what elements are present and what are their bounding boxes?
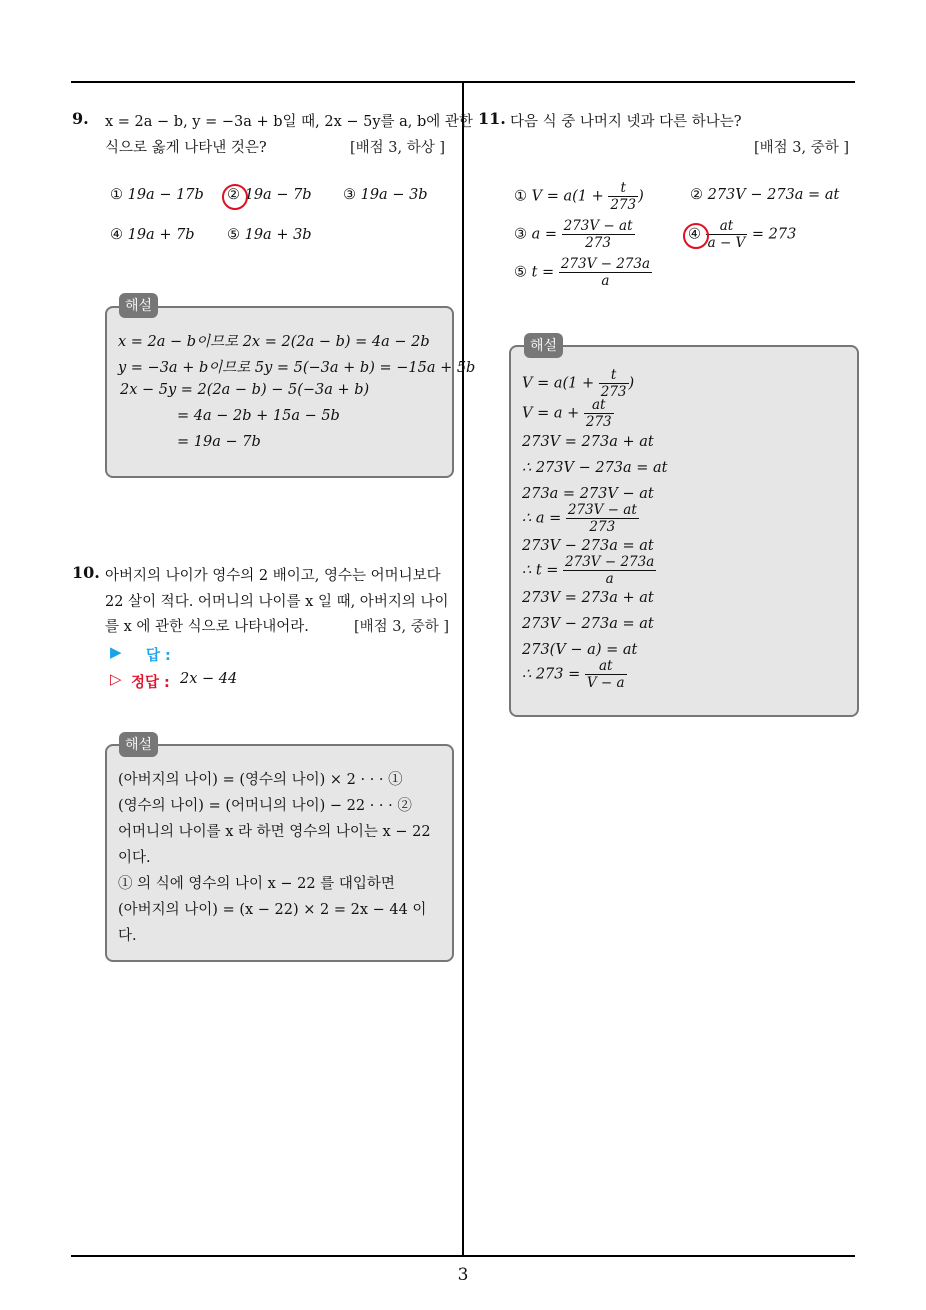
question-text-line1: 아버지의 나이가 영수의 2 배이고, 영수는 어머니보다 [105,568,441,584]
explanation-line: 273V = 273a + at [522,434,654,450]
question-text-line2: 식으로 옳게 나타낸 것은? [105,140,267,156]
choice-1[interactable]: ① V = a(1 + $\frac{t}{273}$ ) [514,180,644,213]
question-text-line1: 다음 식 중 나머지 넷과 다른 하나는? [510,114,742,130]
explanation-line: 273a = 273V − at [522,486,654,502]
score-difficulty: [배점 3, 중하 ] [354,619,450,635]
explanation-line: (영수의 나이) = (어머니의 나이) − 22 · · · ② [118,798,412,814]
choice-1[interactable]: ① 19a − 17b [110,187,204,203]
choice-3[interactable]: ③ a = $\frac{273V - at}{273}$ [514,218,633,251]
explanation-line: = 4a − 2b + 15a − 5b [177,408,340,424]
explanation-line: 273V − 273a = at [522,616,654,632]
correct-answer-label: 정답 : [131,675,170,691]
question-text-line2: 22 살이 적다. 어머니의 나이를 x 일 때, 아버지의 나이 [105,594,449,610]
explanation-line: 2x − 5y = 2(2a − b) − 5(−3a + b) [120,382,370,398]
explanation-tab: 해설 [119,732,158,757]
explanation-line: 273V − 273a = at [522,538,654,554]
selected-answer-mark [683,223,709,249]
explanation-box [105,306,476,478]
correct-marker-icon: ▷ [110,670,122,688]
answer-marker-icon: ▶ [110,643,122,661]
fraction: $\frac{273V - at}{273}$ [563,218,633,251]
explanation-line: 이다. [118,850,151,866]
fraction: $\frac{t}{273}$ [600,367,627,400]
explanation-line: ∴ 273 = $\frac{at}{V - a}$ [522,658,625,691]
fraction: $\frac{at}{V - a}$ [586,658,625,691]
column-divider [462,82,464,1256]
correct-answer-value: 2x − 44 [180,671,238,687]
explanation-line: ∴ t = $\frac{273V - 273a}{a}$ [522,554,655,587]
choice-2[interactable]: ② 19a − 7b [227,187,312,203]
bottom-rule [71,1255,855,1257]
question-number: 9. [72,109,89,128]
explanation-line: 273(V − a) = at [522,642,638,658]
fraction: $\frac{273V - at}{273}$ [567,502,637,535]
explanation-line: x = 2a − b이므로 2x = 2(2a − b) = 4a − 2b [118,334,430,350]
choice-2[interactable]: ② 273V − 273a = at [690,187,840,203]
explanation-line: V = a + $\frac{at}{273}$ [522,397,612,430]
selected-answer-mark [222,184,248,210]
explanation-line: 다. [118,928,137,944]
page-number: 3 [457,1265,469,1285]
fraction: $\frac{at}{273}$ [585,397,612,430]
fraction: $\frac{at}{a - V}$ [707,218,746,251]
explanation-tab: 해설 [524,333,563,358]
choice-5[interactable]: ⑤ t = $\frac{273V - 273a}{a}$ [514,256,651,289]
answer-label: 답 : [146,648,171,664]
fraction: $\frac{273V - 273a}{a}$ [565,554,655,587]
explanation-box [105,744,454,962]
explanation-line: (아버지의 나이) = (영수의 나이) × 2 · · · ① [118,772,403,788]
fraction: $\frac{t}{273}$ [610,180,637,213]
question-number: 10. [72,563,100,582]
question-text-line3: 를 x 에 관한 식으로 나타내어라. [105,619,309,635]
score-difficulty: [배점 3, 중하 ] [754,140,850,156]
question-text-line1: x = 2a − b, y = −3a + b일 때, 2x − 5y를 a, b에 관한 [105,114,473,130]
explanation-line: 어머니의 나이를 x 라 하면 영수의 나이는 x − 22 [118,824,431,840]
score-difficulty: [배점 3, 하상 ] [350,140,446,156]
explanation-line: ∴ 273V − 273a = at [522,460,668,476]
explanation-line: ① 의 식에 영수의 나이 x − 22 를 대입하면 [118,876,395,892]
explanation-line: ∴ a = $\frac{273V - at}{273}$ [522,502,637,535]
explanation-tab: 해설 [119,293,158,318]
explanation-line: y = −3a + b이므로 5y = 5(−3a + b) = −15a + 5b [118,360,476,376]
choice-3[interactable]: ③ 19a − 3b [343,187,428,203]
fraction: $\frac{273V - 273a}{a}$ [560,256,651,289]
explanation-line: (아버지의 나이) = (x − 22) × 2 = 2x − 44 이 [118,902,427,918]
explanation-line: 273V = 273a + at [522,590,654,606]
explanation-line: V = a(1 + $\frac{t}{273}$ ) [522,367,635,400]
question-number: 11. [478,109,506,128]
explanation-box [509,345,859,717]
choice-4[interactable]: ④ $\frac{at}{a - V}$ = 273 [688,218,797,251]
explanation-line: = 19a − 7b [177,434,261,450]
choice-4[interactable]: ④ 19a + 7b [110,227,195,243]
choice-5[interactable]: ⑤ 19a + 3b [227,227,312,243]
